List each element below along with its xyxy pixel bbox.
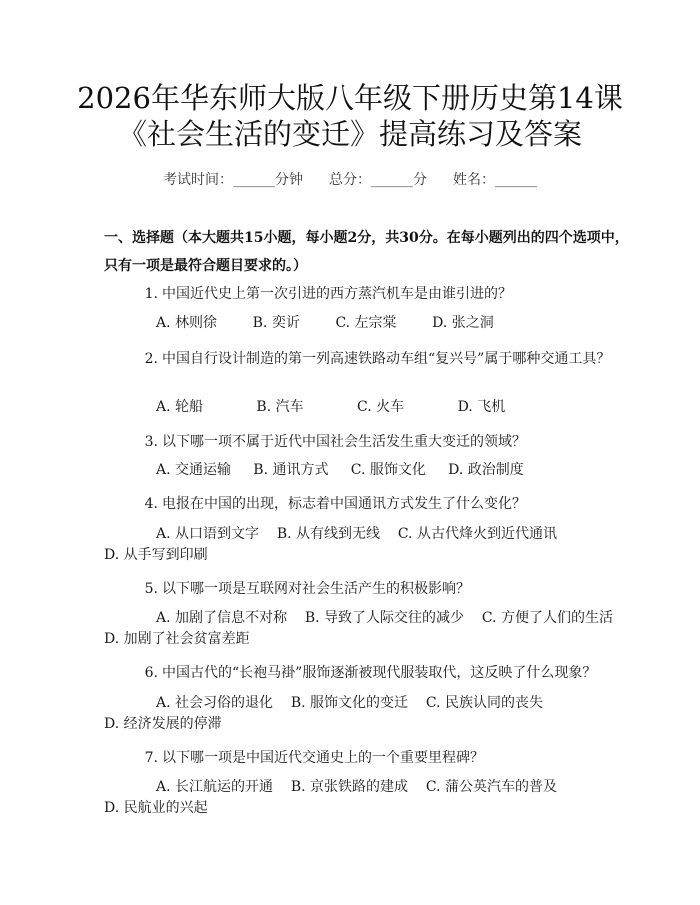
question-4 — [104, 490, 640, 518]
question-text: 中国自行设计制造的第一列高速铁路动车组“复兴号”属于哪种交通工具？ — [162, 351, 611, 367]
question-number: 4. — [144, 496, 158, 512]
option-b: B. 导致了人际交往的减少 — [304, 610, 465, 626]
option-a: A. 林则徐 — [156, 315, 218, 331]
question-text: 电报在中国的出现，标志着中国通讯方式发生了什么变化？ — [162, 496, 526, 512]
question-number: 3. — [144, 434, 158, 450]
question-number: 2. — [144, 351, 158, 367]
option-c: C. 从古代烽火到近代通讯 — [397, 526, 557, 542]
option-a: A. 社会习俗的退化 — [156, 695, 274, 711]
question-5-options-wrap — [104, 625, 640, 653]
exam-score: 总分：______分 — [329, 172, 427, 188]
option-c: C. 火车 — [357, 399, 405, 415]
question-2 — [104, 345, 640, 373]
option-b: B. 服饰文化的变迁 — [290, 695, 409, 711]
question-text: 以下哪一项是中国近代交通史上的一个重要里程碑？ — [162, 750, 484, 766]
option-a: A. 交通运输 — [156, 462, 232, 478]
question-1-options — [104, 309, 640, 337]
option-d: D. 从手写到印刷 — [104, 547, 208, 563]
option-c: C. 方便了人们的生活 — [481, 610, 613, 626]
option-d: D. 民航业的兴起 — [104, 800, 208, 816]
question-4-options-wrap — [104, 541, 640, 569]
option-a: A. 长江航运的开通 — [156, 779, 274, 795]
exam-meta — [0, 170, 700, 190]
question-7 — [104, 744, 640, 772]
option-b: B. 奕䜣 — [252, 315, 300, 331]
option-d: D. 飞机 — [457, 399, 506, 415]
option-d: D. 经济发展的停滞 — [104, 716, 222, 732]
option-c: C. 蒲公英汽车的普及 — [425, 779, 557, 795]
option-d: D. 政治制度 — [448, 462, 524, 478]
option-b: B. 汽车 — [256, 399, 304, 415]
question-5 — [104, 575, 640, 603]
question-2-options — [104, 393, 640, 421]
option-c: C. 服饰文化 — [350, 462, 426, 478]
option-a: A. 加剧了信息不对称 — [156, 610, 288, 626]
question-6-options-wrap — [104, 710, 640, 738]
question-number: 7. — [144, 750, 158, 766]
option-c: C. 民族认同的丧失 — [425, 695, 543, 711]
option-d: D. 张之洞 — [432, 315, 494, 331]
option-b: B. 京张铁路的建成 — [290, 779, 409, 795]
option-a: A. 轮船 — [156, 399, 204, 415]
question-text: 以下哪一项是互联网对社会生活产生的积极影响？ — [162, 581, 470, 597]
student-name: 姓名：______ — [453, 172, 537, 188]
question-3 — [104, 428, 640, 456]
question-text: 中国近代史上第一次引进的西方蒸汽机车是由谁引进的？ — [162, 286, 512, 302]
option-b: B. 通讯方式 — [253, 462, 329, 478]
option-c: C. 左宗棠 — [335, 315, 397, 331]
option-d: D. 加剧了社会贫富差距 — [104, 631, 250, 647]
document-title-line-2: 《社会生活的变迁》提高练习及答案 — [117, 117, 582, 151]
document-title-line-1: 2026年华东师大版八年级下册历史第14课 — [77, 81, 623, 115]
option-a: A. 从口语到文字 — [156, 526, 260, 542]
section-heading: 一、选择题（本大题共15小题，每小题2分，共30分。在每小题列出的四个选项中，只有一项是最符合题目要求的。） — [104, 230, 629, 274]
question-number: 6. — [144, 665, 158, 681]
question-3-options — [104, 456, 640, 484]
exam-time: 考试时间：______分钟 — [163, 172, 303, 188]
question-1 — [104, 280, 640, 308]
question-6 — [104, 659, 640, 687]
question-text: 以下哪一项不属于近代中国社会生活发生重大变迁的领域？ — [162, 434, 526, 450]
question-7-options-wrap — [104, 794, 640, 822]
option-b: B. 从有线到无线 — [276, 526, 381, 542]
question-number: 5. — [144, 581, 158, 597]
question-number: 1. — [144, 286, 158, 302]
question-text: 中国古代的“长袍马褂”服饰逐渐被现代服装取代，这反映了什么现象？ — [162, 665, 597, 681]
